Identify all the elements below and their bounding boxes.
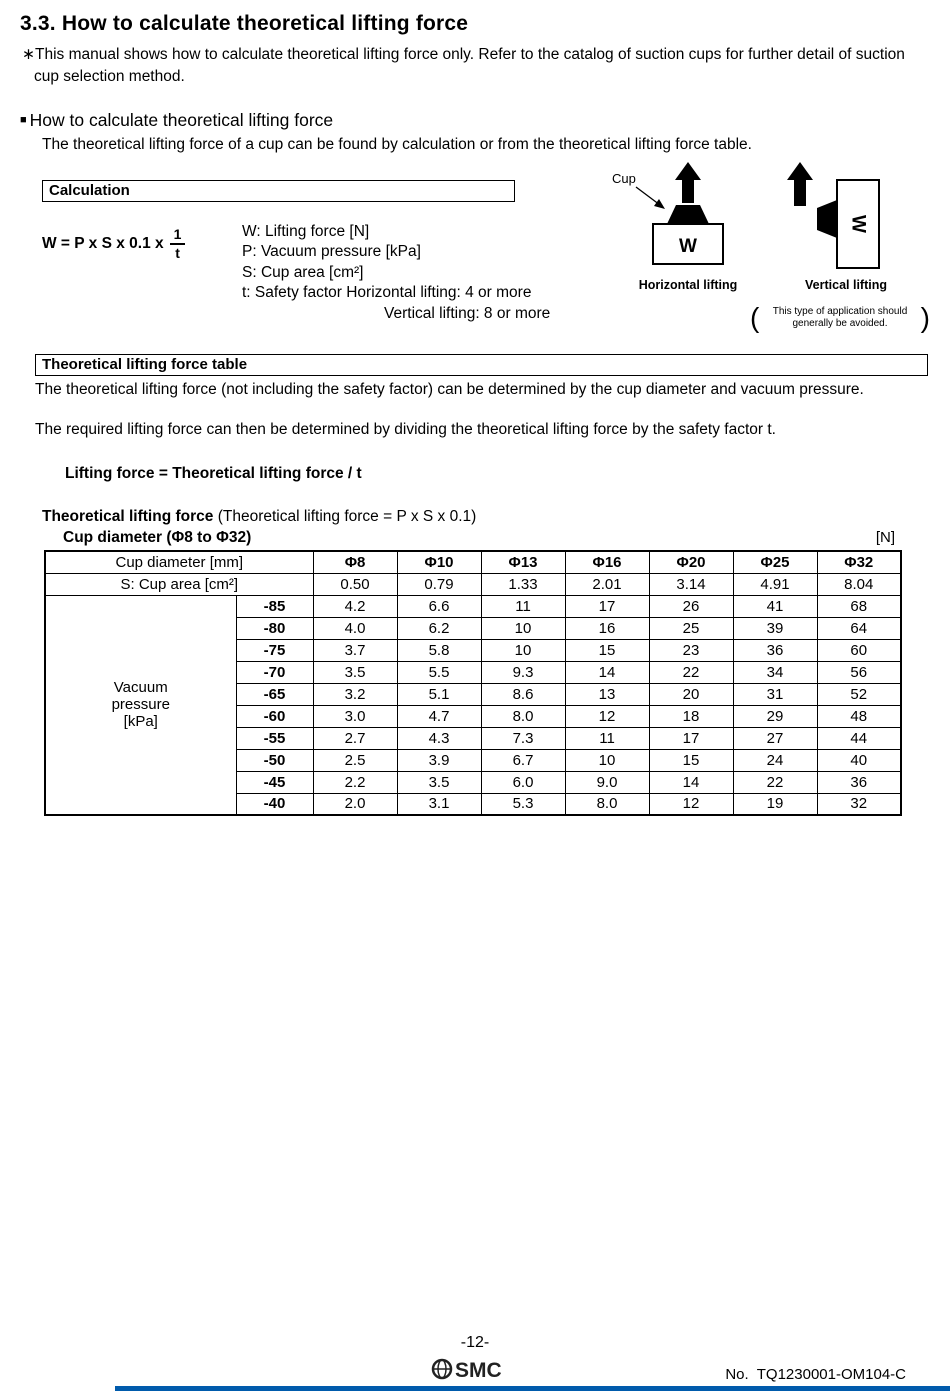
calculation-box-label: Calculation — [42, 180, 515, 202]
force-value-cell: 39 — [733, 617, 817, 639]
pressure-cell: -40 — [236, 793, 313, 815]
legend-line-vertical: Vertical lifting: 8 or more — [384, 304, 551, 322]
table-paragraph-1: The theoretical lifting force (not including the safety factor) can be determined by the cup diameter and vacuum pressure. — [35, 381, 864, 398]
cup-area-cell: 0.50 — [313, 573, 397, 595]
force-value-cell: 6.7 — [481, 749, 565, 771]
formula-fraction — [170, 227, 186, 260]
diameter-header-cell: Φ16 — [565, 551, 649, 573]
force-value-cell: 52 — [817, 683, 901, 705]
diameter-header-cell: Φ20 — [649, 551, 733, 573]
cup-area-cell: 8.04 — [817, 573, 901, 595]
cup-area-cell: 2.01 — [565, 573, 649, 595]
pressure-cell: -60 — [236, 705, 313, 727]
force-value-cell: 22 — [733, 771, 817, 793]
diameter-header-cell: Φ32 — [817, 551, 901, 573]
force-value-cell: 5.1 — [397, 683, 481, 705]
cup-area-cell: 4.91 — [733, 573, 817, 595]
force-value-cell: 15 — [649, 749, 733, 771]
formula-prefix: W = P x S x 0.1 x — [42, 234, 164, 252]
avoid-note-close-paren: ) — [920, 302, 930, 333]
pressure-cell: -45 — [236, 771, 313, 793]
table-diameter-row — [45, 551, 901, 573]
force-value-cell: 2.7 — [313, 727, 397, 749]
table-title: Cup diameter (Φ8 to Φ32) — [63, 529, 252, 546]
table-paragraph-2: The required lifting force can then be determined by dividing the theoretical lifting force by the safety factor t. — [35, 421, 776, 438]
force-value-cell: 36 — [733, 639, 817, 661]
table-subtitle — [42, 508, 476, 526]
cup-callout-arrowhead-icon — [654, 199, 665, 209]
force-value-cell: 4.7 — [397, 705, 481, 727]
force-value-cell: 23 — [649, 639, 733, 661]
pressure-cell: -65 — [236, 683, 313, 705]
pressure-cell: -70 — [236, 661, 313, 683]
lifting-force-equation: Lifting force = Theoretical lifting force / t — [65, 465, 362, 482]
horizontal-lift-arrow-icon — [675, 162, 701, 203]
force-value-cell: 20 — [649, 683, 733, 705]
cup-diameter-header-label: Cup diameter [mm] — [45, 551, 313, 573]
force-value-cell: 10 — [565, 749, 649, 771]
pressure-cell: -55 — [236, 727, 313, 749]
force-value-cell: 8.0 — [481, 705, 565, 727]
table-area-row — [45, 573, 901, 595]
horizontal-cup-shape — [667, 205, 709, 224]
force-value-cell: 32 — [817, 793, 901, 815]
force-value-cell: 5.3 — [481, 793, 565, 815]
cup-area-cell: 1.33 — [481, 573, 565, 595]
table-row — [45, 595, 901, 617]
force-value-cell: 10 — [481, 639, 565, 661]
force-value-cell: 2.2 — [313, 771, 397, 793]
force-value-cell: 7.3 — [481, 727, 565, 749]
square-bullet-icon: ■ — [20, 114, 27, 126]
smc-logo-text: SMC — [455, 1359, 502, 1382]
document-number: No. TQ1230001-OM104-C — [725, 1366, 906, 1383]
vacuum-pressure-label-line: [kPa] — [123, 713, 158, 731]
force-value-cell: 4.0 — [313, 617, 397, 639]
cup-area-cell: 3.14 — [649, 573, 733, 595]
fraction-numerator: 1 — [170, 227, 186, 245]
vacuum-pressure-label-line: Vacuum — [113, 679, 168, 697]
force-value-cell: 9.0 — [565, 771, 649, 793]
force-value-cell: 60 — [817, 639, 901, 661]
force-value-cell: 14 — [565, 661, 649, 683]
force-value-cell: 11 — [481, 595, 565, 617]
cup-area-header-label: S: Cup area [cm²] — [45, 573, 313, 595]
footer-accent-line — [115, 1386, 950, 1391]
legend-line-s: S: Cup area [cm²] — [242, 263, 364, 281]
force-value-cell: 6.6 — [397, 595, 481, 617]
horizontal-caption: Horizontal lifting — [638, 278, 738, 292]
force-value-cell: 22 — [649, 661, 733, 683]
force-value-cell: 48 — [817, 705, 901, 727]
horizontal-w-label: W — [679, 236, 697, 257]
lifting-diagrams — [598, 158, 938, 298]
force-value-cell: 15 — [565, 639, 649, 661]
pressure-cell: -80 — [236, 617, 313, 639]
fraction-denominator: t — [175, 244, 180, 261]
page-number: -12- — [460, 1334, 490, 1351]
force-value-cell: 9.3 — [481, 661, 565, 683]
diameter-header-cell: Φ13 — [481, 551, 565, 573]
avoid-application-note — [750, 304, 930, 332]
force-value-cell: 5.8 — [397, 639, 481, 661]
force-value-cell: 12 — [565, 705, 649, 727]
force-value-cell: 4.3 — [397, 727, 481, 749]
lifting-force-formula — [42, 227, 185, 260]
table-subtitle-rest: (Theoretical lifting force = P x S x 0.1) — [213, 508, 477, 525]
smc-logo — [430, 1356, 520, 1382]
cup-callout-label: Cup — [612, 171, 636, 186]
force-value-cell: 3.1 — [397, 793, 481, 815]
vertical-caption: Vertical lifting — [805, 278, 887, 292]
legend-line-w: W: Lifting force [N] — [242, 223, 370, 240]
cup-callout-line — [636, 187, 660, 205]
force-value-cell: 56 — [817, 661, 901, 683]
force-value-cell: 17 — [565, 595, 649, 617]
force-value-cell: 19 — [733, 793, 817, 815]
force-value-cell: 2.5 — [313, 749, 397, 771]
force-value-cell: 13 — [565, 683, 649, 705]
force-value-cell: 3.7 — [313, 639, 397, 661]
force-value-cell: 34 — [733, 661, 817, 683]
force-value-cell: 36 — [817, 771, 901, 793]
force-value-cell: 25 — [649, 617, 733, 639]
force-value-cell: 3.2 — [313, 683, 397, 705]
force-value-cell: 26 — [649, 595, 733, 617]
force-value-cell: 5.5 — [397, 661, 481, 683]
force-value-cell: 3.0 — [313, 705, 397, 727]
force-value-cell: 14 — [649, 771, 733, 793]
vacuum-pressure-label — [45, 595, 236, 815]
pressure-cell: -85 — [236, 595, 313, 617]
force-value-cell: 3.9 — [397, 749, 481, 771]
force-value-cell: 2.0 — [313, 793, 397, 815]
section-heading — [20, 110, 333, 131]
force-value-cell: 24 — [733, 749, 817, 771]
vertical-cup-shape — [817, 200, 837, 238]
force-value-cell: 16 — [565, 617, 649, 639]
force-value-cell: 8.0 — [565, 793, 649, 815]
avoid-note-open-paren: ( — [750, 302, 760, 333]
legend-line-t: t: Safety factor Horizontal lifting: 4 or more — [242, 284, 532, 302]
force-value-cell: 44 — [817, 727, 901, 749]
force-value-cell: 3.5 — [397, 771, 481, 793]
diameter-header-cell: Φ8 — [313, 551, 397, 573]
force-value-cell: 31 — [733, 683, 817, 705]
force-value-cell: 18 — [649, 705, 733, 727]
formula-legend — [242, 222, 550, 324]
force-value-cell: 29 — [733, 705, 817, 727]
force-value-cell: 17 — [649, 727, 733, 749]
table-subtitle-bold: Theoretical lifting force — [42, 508, 214, 525]
force-value-cell: 3.5 — [313, 661, 397, 683]
force-value-cell: 41 — [733, 595, 817, 617]
smc-logo-mark-icon — [433, 1360, 451, 1378]
legend-line-p: P: Vacuum pressure [kPa] — [242, 243, 421, 261]
section-heading-text: How to calculate theoretical lifting force — [29, 110, 334, 130]
force-value-cell: 6.0 — [481, 771, 565, 793]
avoid-note-text: This type of application should generally be avoided. — [772, 306, 908, 329]
section-body-text: The theoretical lifting force of a cup can be found by calculation or from the theoretical lifting force table. — [42, 136, 752, 153]
note-paragraph: ∗This manual shows how to calculate theoretical lifting force only. Refer to the catalog of suction cups for further detail of suction cup selection method. — [22, 46, 905, 85]
force-value-cell: 40 — [817, 749, 901, 771]
force-value-cell: 4.2 — [313, 595, 397, 617]
table-box-label: Theoretical lifting force table — [35, 354, 928, 376]
table-body — [45, 551, 901, 815]
lifting-force-table — [44, 550, 902, 816]
pressure-cell: -50 — [236, 749, 313, 771]
diameter-header-cell: Φ25 — [733, 551, 817, 573]
table-unit-label: [N] — [875, 529, 895, 546]
force-value-cell: 12 — [649, 793, 733, 815]
vertical-w-label: W — [847, 215, 869, 233]
vertical-lift-arrow-icon — [787, 162, 813, 206]
force-value-cell: 11 — [565, 727, 649, 749]
force-value-cell: 68 — [817, 595, 901, 617]
force-value-cell: 6.2 — [397, 617, 481, 639]
pressure-cell: -75 — [236, 639, 313, 661]
force-value-cell: 64 — [817, 617, 901, 639]
vacuum-pressure-label-line: pressure — [111, 696, 170, 714]
diameter-header-cell: Φ10 — [397, 551, 481, 573]
cup-area-cell: 0.79 — [397, 573, 481, 595]
force-value-cell: 10 — [481, 617, 565, 639]
force-value-cell: 27 — [733, 727, 817, 749]
force-value-cell: 8.6 — [481, 683, 565, 705]
page-title: 3.3. How to calculate theoretical lifting force — [20, 12, 469, 35]
